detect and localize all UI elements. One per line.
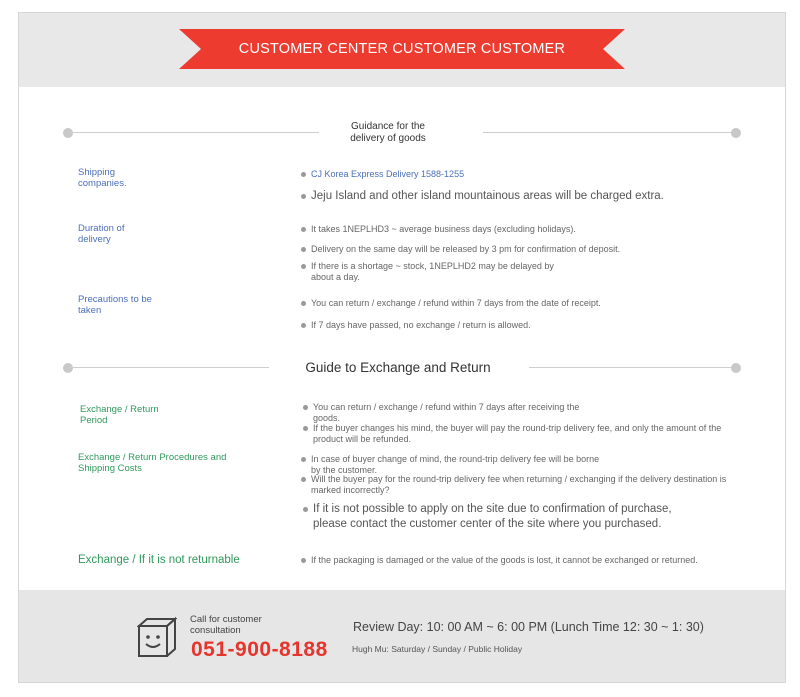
wrong-address-item: Will the buyer pay for the round-trip delivery fee when returning / exchanging if the delivery destination is marked incorrectly? xyxy=(301,474,751,495)
buyer-fee-item: In case of buyer change of mind, the round-trip delivery fee will be borne by the customer. xyxy=(301,454,601,475)
courier-item: CJ Korea Express Delivery 1588-1255 xyxy=(301,169,741,180)
right-dot xyxy=(731,363,741,373)
exchange-section-title: Guide to Exchange and Return xyxy=(305,360,491,375)
banner-title: CUSTOMER CENTER CUSTOMER CUSTOMER xyxy=(238,41,566,57)
left-dot xyxy=(63,363,73,373)
left-line xyxy=(69,132,319,133)
call-label: Call for customer consultation xyxy=(190,614,262,636)
title-ribbon xyxy=(179,29,625,69)
right-line xyxy=(529,367,735,368)
not-returnable-label: Exchange / If it is not returnable xyxy=(78,554,240,566)
delivery-duration-label: Duration of delivery xyxy=(78,223,125,245)
right-line xyxy=(483,132,735,133)
banner-band xyxy=(19,13,785,87)
contact-site-item: If it is not possible to apply on the site due to confirmation of purchase, please contact the customer center of the site where you purchased. xyxy=(303,502,703,532)
right-dot xyxy=(731,128,741,138)
same-day-item: Delivery on the same day will be released by 3 pm for confirmation of deposit. xyxy=(301,244,741,255)
precautions-label: Precautions to be taken xyxy=(78,294,152,316)
customer-center-panel xyxy=(18,12,786,683)
change-of-mind-item: If the buyer changes his mind, the buyer will pay the round-trip delivery fee, and only the amount of the product will be refunded. xyxy=(303,423,743,444)
smiling-box-icon xyxy=(137,616,177,658)
shortage-item: If there is a shortage ~ stock, 1NEPLHD2 may be delayed by about a day. xyxy=(301,261,563,282)
exchange-procedures-label: Exchange / Return Procedures and Shipping Costs xyxy=(78,452,227,474)
left-line xyxy=(69,367,269,368)
shipping-companies-label: Shipping companies. xyxy=(78,167,127,189)
return-window-item: You can return / exchange / refund within 7 days from the date of receipt. xyxy=(301,298,741,309)
phone-number: 051-900-8188 xyxy=(191,638,328,661)
island-surcharge-item: Jeju Island and other island mountainous areas will be charged extra. xyxy=(301,189,741,204)
business-hours: Review Day: 10: 00 AM ~ 6: 00 PM (Lunch Time 12: 30 ~ 1: 30) xyxy=(353,620,704,634)
no-return-item: If 7 days have passed, no exchange / return is allowed. xyxy=(301,320,741,331)
exchange-period-label: Exchange / Return Period xyxy=(80,404,159,426)
delivery-section-title: Guidance for the delivery of goods xyxy=(350,121,426,144)
exchange-window-item: You can return / exchange / refund within 7 days after receiving the goods. xyxy=(303,402,603,423)
holiday-notice: Hugh Mu: Saturday / Sunday / Public Holiday xyxy=(352,644,523,654)
damaged-packaging-item: If the packaging is damaged or the value of the goods is lost, it cannot be exchanged or returned. xyxy=(301,555,751,566)
contact-footer xyxy=(19,590,785,682)
duration-item: It takes 1NEPLHD3 ~ average business days (excluding holidays). xyxy=(301,224,741,235)
left-dot xyxy=(63,128,73,138)
